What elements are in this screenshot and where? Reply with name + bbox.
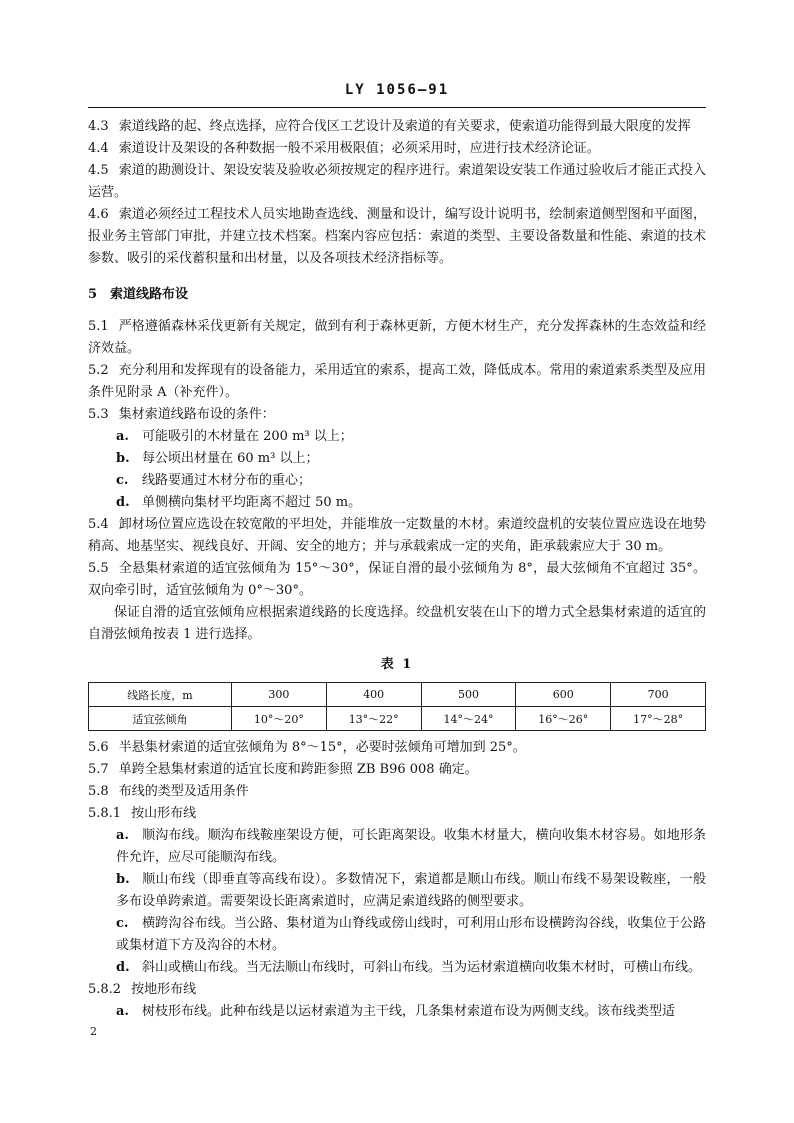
para-4-6: 4.6 索道必须经过工程技术人员实地勘查选线、测量和设计，编写设计说明书，绘制索道侧型图和平面图，报业务主管部门审批，并建立技术档案。档案内容应包括：索道的类型、主要设备数量和性能、索道的技术参数、吸引的采伐蓄积量和出材量，以及各项技术经济指标等。 [88,207,706,266]
para-5-4: 5.4 卸材场位置应选设在较宽敞的平坦处，并能堆放一定数量的木材。索道绞盘机的安装位置应选设在地势稍高、地基坚实、视线良好、开阔、安全的地方；并与承载索成一定的夹角，距承载索应大于 30 m。 [88,517,706,554]
document-header: LY 1056—91 [344,82,450,98]
table-row-header: 线路长度，m [89,683,232,707]
table-cell: 10°～20° [232,707,327,731]
angle-table [88,682,706,731]
para-5-8-2: 5.8.2 按地形布线 [88,982,197,997]
para-5-3: 5.3 集材索道线路布设的条件： [88,407,275,422]
para-5-1: 5.1 严格遵循森林采伐更新有关规定，做到有利于森林更新，方便木材生产，充分发挥森林的生态效益和经济效益。 [88,319,706,356]
para-5-8-1: 5.8.1 按山形布线 [88,806,197,821]
document-body [88,116,706,1023]
table-cell: 700 [611,683,706,707]
list-item-5-8-1-c: c. 横跨沟谷布线。当公路、集材道为山脊线或傍山线时，可利用山形布设横跨沟谷线，收集位于公路或集材道下方及沟谷的木材。 [116,916,706,953]
list-item-5-8-1-d: d. 斜山或横山布线。当无法顺山布线时，可斜山布线。当为运材索道横向收集木材时，可横山布线。 [116,960,702,975]
para-5-8: 5.8 布线的类型及适用条件 [88,784,249,799]
header-rule [88,107,706,108]
table-cell: 13°～22° [326,707,421,731]
para-5-7: 5.7 单跨全悬集材索道的适宜长度和跨距参照 ZB B96 008 确定。 [88,762,478,777]
section-5-heading: 5 索道线路布设 [88,287,189,302]
para-4-3: 4.3 索道线路的起、终点选择，应符合伐区工艺设计及索道的有关要求，使索道功能得到最大限度的发挥 [88,119,691,134]
list-item-5-3-d: d. 单侧横向集材平均距离不超过 50 m。 [116,495,362,510]
list-item-5-8-1-b: b. 顺山布线（即垂直等高线布设）。多数情况下，索道都是顺山布线。顺山布线不易架设鞍座，一般多布设单跨索道。需要架设长距离索道时，应满足索道线路的侧型要求。 [116,872,706,909]
para-5-6: 5.6 半悬集材索道的适宜弦倾角为 8°～15°，必要时弦倾角可增加到 25°。 [88,740,526,755]
table-cell: 16°～26° [516,707,611,731]
para-5-2: 5.2 充分利用和发挥现有的设备能力，采用适宜的索系，提高工效，降低成本。常用的索道索系类型及应用条件见附录 A（补充件）。 [88,363,706,400]
table-row [89,707,706,731]
table-caption: 表 1 [380,657,414,672]
table-cell: 300 [232,683,327,707]
table-cell: 400 [326,683,421,707]
table-cell: 17°～28° [611,707,706,731]
para-5-5-continued: 保证自滑的适宜弦倾角应根据索道线路的长度选择。绞盘机安装在山下的增力式全悬集材索道的适宜的自滑弦倾角按表 1 进行选择。 [88,605,706,642]
table-row [89,683,706,707]
table-cell: 600 [516,683,611,707]
table-cell: 14°～24° [421,707,516,731]
list-item-5-8-2-a: a. 树枝形布线。此种布线是以运材索道为主干线，几条集材索道布设为两侧支线。该布线类型适 [116,1004,676,1019]
table-cell: 500 [421,683,516,707]
para-5-5: 5.5 全悬集材索道的适宜弦倾角为 15°～30°，保证自滑的最小弦倾角为 8°，最大弦倾角不宜超过 35°。双向牵引时，适宜弦倾角为 0°～30°。 [88,561,706,598]
page-number: 2 [90,1025,97,1038]
table-row-header: 适宜弦倾角 [89,707,232,731]
list-item-5-3-c: c. 线路要通过木材分布的重心； [116,473,312,488]
para-4-5: 4.5 索道的勘测设计、架设安装及验收必须按规定的程序进行。索道架设安装工作通过验收后才能正式投入运营。 [88,163,706,200]
para-4-4: 4.4 索道设计及架设的各种数据一般不采用极限值；必须采用时，应进行技术经济论证。 [88,141,600,156]
list-item-5-8-1-a: a. 顺沟布线。顺沟布线鞍座架设方便，可长距离架设。收集木材量大，横向收集木材容易。如地形条件允许，应尽可能顺沟布线。 [116,828,706,865]
list-item-5-3-b: b. 每公顷出材量在 60 m³ 以上； [116,451,319,466]
list-item-5-3-a: a. 可能吸引的木材量在 200 m³ 以上； [116,429,353,444]
